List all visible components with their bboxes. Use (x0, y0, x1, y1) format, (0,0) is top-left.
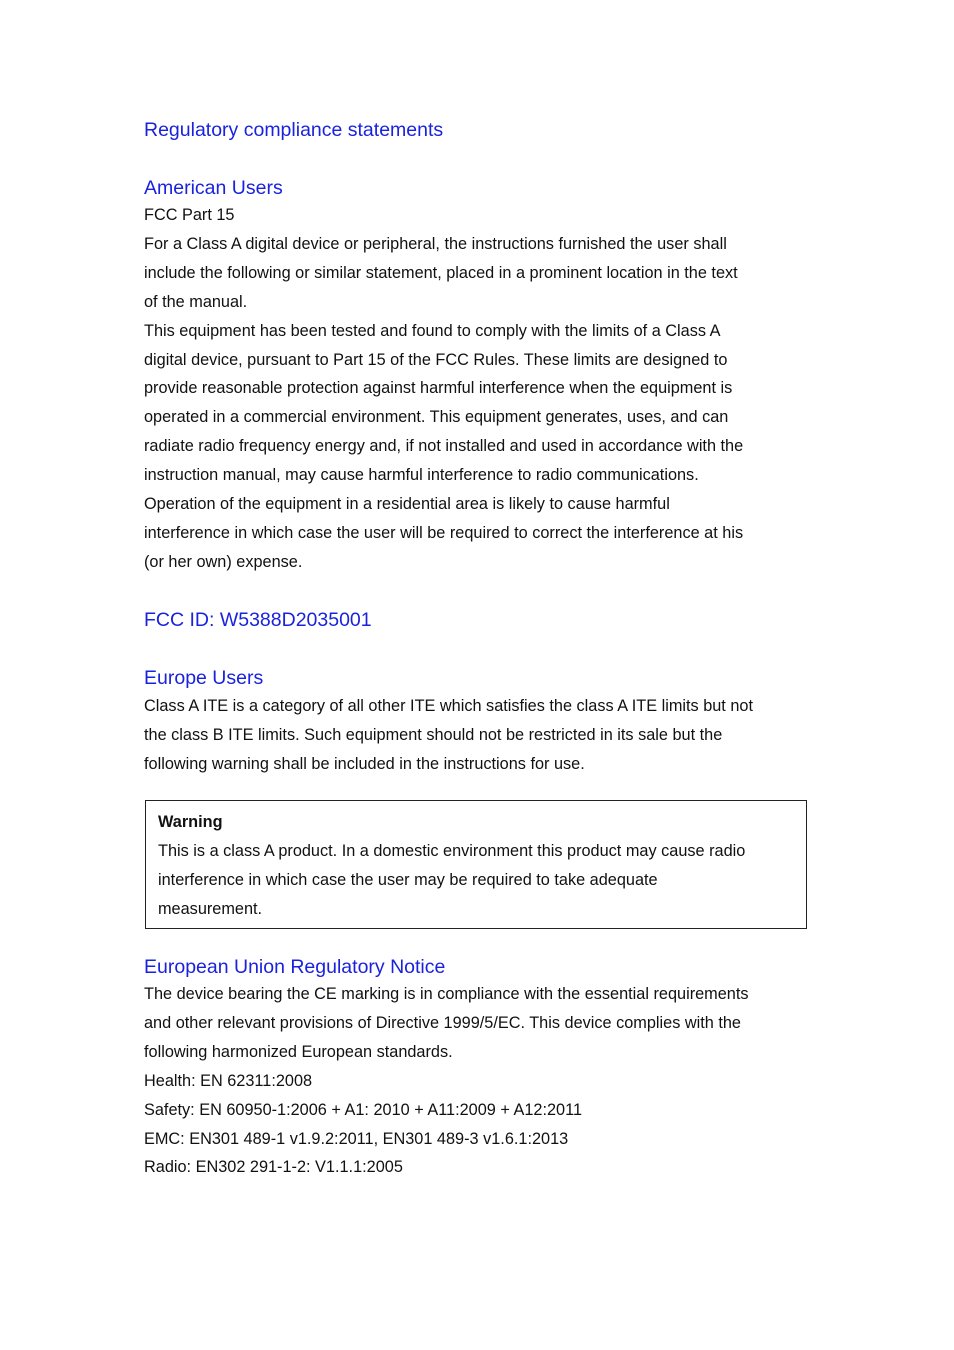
europe-users-body (144, 692, 812, 779)
paragraph-line: provide reasonable protection against harmful interference when the equipment is (144, 379, 733, 398)
paragraph-line: For a Class A digital device or peripheral, the instructions furnished the user shall (144, 234, 727, 253)
paragraph-line: and other relevant provisions of Directive 1999/5/EC. This device complies with the (144, 1013, 741, 1032)
paragraph-line: following harmonized European standards. (144, 1042, 453, 1061)
paragraph-line: This equipment has been tested and found to comply with the limits of a Class A (144, 321, 721, 340)
europe-users-heading: Europe Users (144, 667, 264, 689)
paragraph-line: interference in which case the user will be required to correct the interference at his (144, 523, 744, 542)
paragraph-line: (or her own) expense. (144, 552, 303, 571)
paragraph-line: the class B ITE limits. Such equipment should not be restricted in its sale but the (144, 725, 723, 744)
document-title: Regulatory compliance statements (144, 119, 444, 141)
warning-line: measurement. (158, 899, 263, 918)
paragraph-line: Operation of the equipment in a residential area is likely to cause harmful (144, 495, 670, 514)
american-users-heading: American Users (144, 177, 283, 199)
fcc-id-heading: FCC ID: W5388D2035001 (144, 609, 372, 631)
paragraph-line: following warning shall be included in the instructions for use. (144, 754, 585, 773)
paragraph-line: digital device, pursuant to Part 15 of the FCC Rules. These limits are designed to (144, 350, 728, 369)
eu-notice-heading: European Union Regulatory Notice (144, 956, 446, 978)
standard-radio: Radio: EN302 291-1-2: V1.1.1:2005 (144, 1158, 403, 1177)
warning-box (145, 800, 807, 929)
standard-safety: Safety: EN 60950-1:2006 + A1: 2010 + A11:2009 + A12:2011 (144, 1100, 582, 1119)
paragraph-line: include the following or similar statement, placed in a prominent location in the text (144, 263, 738, 282)
warning-line: This is a class A product. In a domestic environment this product may cause radio (158, 841, 746, 860)
paragraph-line: operated in a commercial environment. This equipment generates, uses, and can (144, 408, 729, 427)
warning-line: interference in which case the user may be required to take adequate (158, 870, 658, 889)
paragraph-line: instruction manual, may cause harmful interference to radio communications. (144, 466, 699, 485)
warning-title: Warning (158, 813, 223, 831)
american-users-body (144, 201, 812, 577)
paragraph-line: radiate radio frequency energy and, if not installed and used in accordance with the (144, 437, 744, 456)
paragraph-line: of the manual. (144, 292, 248, 311)
paragraph-line: FCC Part 15 (144, 206, 235, 224)
standard-health: Health: EN 62311:2008 (144, 1071, 313, 1090)
standard-emc: EMC: EN301 489-1 v1.9.2:2011, EN301 489-3 v1.6.1:2013 (144, 1129, 569, 1148)
paragraph-line: The device bearing the CE marking is in compliance with the essential requirements (144, 985, 749, 1003)
paragraph-line: Class A ITE is a category of all other ITE which satisfies the class A ITE limits but not (144, 697, 753, 715)
eu-notice-body (144, 980, 812, 1182)
